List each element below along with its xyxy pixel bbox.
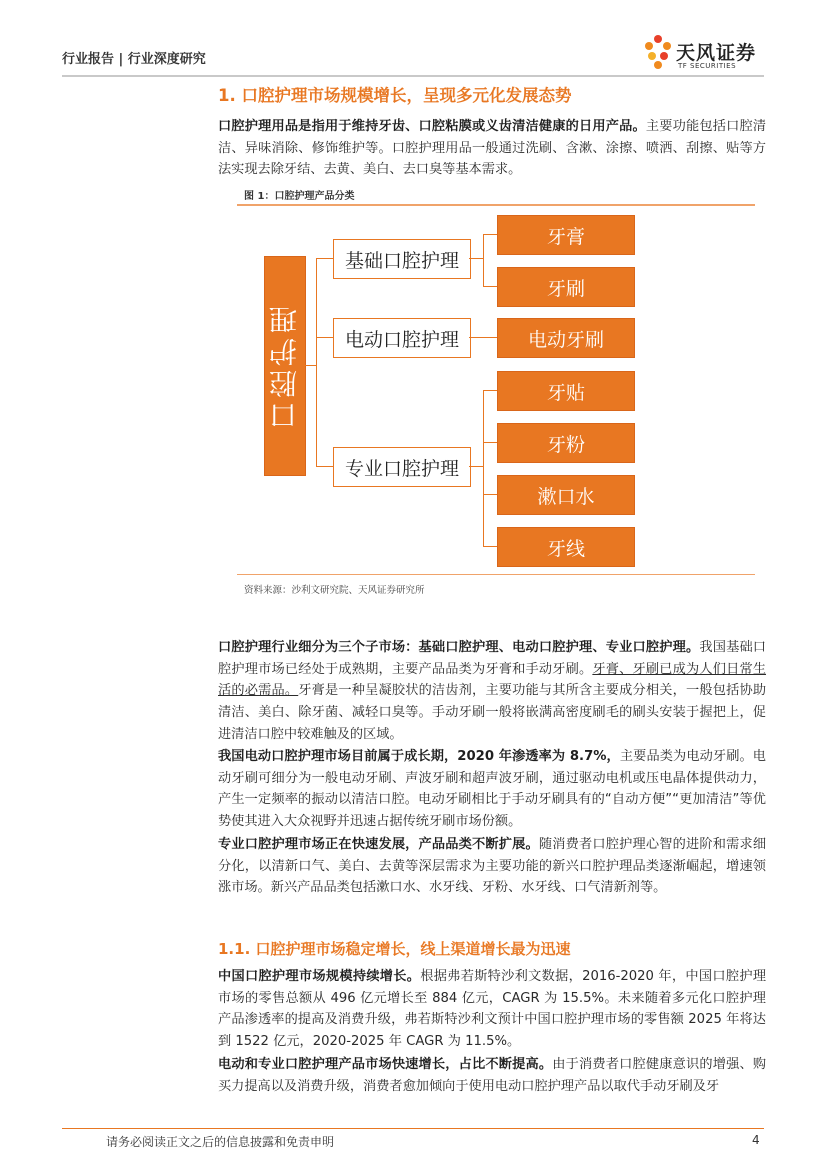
connector-line [304, 365, 316, 366]
report-type-label: 行业报告 | 行业深度研究 [62, 52, 206, 67]
section-title: 1. 口腔护理市场规模增长，呈现多元化发展态势 [218, 86, 572, 105]
intro-paragraph [218, 116, 766, 181]
connector-line [469, 466, 483, 467]
professional-paragraph [218, 834, 766, 899]
segment-text-b: 牙膏是一种呈凝胶状的洁齿剂，主要功能与其所含主要成分相关，一般包括协助清洁、美白、除牙菌、减轻口臭等。手动牙刷一般将嵌满高密度刷毛的刷头安装于握把上，促进清洁口腔中较难触及的区域。 [218, 683, 767, 742]
item-toothbrush: 牙刷 [497, 267, 635, 307]
connector-line [483, 442, 497, 443]
market-size-text: 根据弗若斯特沙利文数据，2016-2020 年，中国口腔护理市场的零售总额从 496 亿元增长至 884 亿元，CAGR 为 15.5%。未来随着多元化口腔护理产品渗透率的提高及消费升级，弗若斯特沙利文预计中国口腔护理市场的零售额 2025 年将达到 1522 亿元，2020-2025 年 CAGR 为 11.5%。 [218, 969, 767, 1050]
connector-line [483, 390, 484, 547]
professional-bold: 专业口腔护理市场正在快速发展，产品品类不断扩展。 [218, 837, 539, 852]
connector-line [483, 390, 497, 391]
footer-divider [62, 1128, 764, 1129]
footer-disclaimer: 请务必阅读正文之后的信息披露和免责申明 [106, 1135, 335, 1149]
item-mouthwash: 漱口水 [497, 475, 635, 515]
tf-logo-icon [642, 34, 674, 74]
connector-line [316, 466, 333, 467]
electric-text: 主要品类为电动牙刷。电动牙刷可细分为一般电动牙刷、声波牙刷和超声波牙刷，通过驱动电机或压电晶体提供动力，产生一定频率的振动以清洁口腔。电动牙刷相比于手动牙刷具有的“自动方便”“更加清洁”等优势使其进入大众视野并迅速占据传统牙刷市场份额。 [218, 749, 766, 830]
logo-text: 天风证券 [676, 42, 757, 64]
connector-line [316, 258, 333, 259]
logo-subtext: TF SECURITIES [678, 62, 737, 70]
page-number: 4 [752, 1133, 760, 1147]
connector-line [469, 337, 497, 338]
market-size-paragraph [218, 966, 766, 1053]
segment-text-a: 我国基础口腔护理市场已经处于成熟期，主要产品品类为牙膏和手动牙刷。 [218, 640, 766, 677]
electric-bold: 我国电动口腔护理市场目前属于成长期，2020 年渗透率为 8.7%， [218, 749, 620, 764]
category-basic: 基础口腔护理 [333, 239, 471, 279]
category-electric: 电动口腔护理 [333, 318, 471, 358]
item-toothpaste: 牙膏 [497, 215, 635, 255]
item-tooth-strip: 牙贴 [497, 371, 635, 411]
intro-bold: 口腔护理用品是指用于维持牙齿、口腔粘膜或义齿清洁健康的日用产品。 [218, 119, 646, 134]
connector-line [483, 234, 497, 235]
growth-paragraph [218, 1054, 766, 1097]
connector-line [483, 546, 497, 547]
subsection-title: 1.1. 口腔护理市场稳定增长，线上渠道增长最为迅速 [218, 940, 571, 958]
connector-line [469, 258, 483, 259]
connector-line [483, 234, 484, 286]
connector-line [316, 337, 333, 338]
diagram-root-node [264, 256, 306, 476]
professional-text: 随消费者口腔护理心智的进阶和需求细分化，以清新口气、美白、去黄等深层需求为主要功能的新兴口腔护理品类逐渐崛起，增速领涨市场。新兴产品品类包括漱口水、水牙线、牙粉、水牙线、口气清新剂等。 [218, 837, 767, 896]
category-professional: 专业口腔护理 [333, 447, 471, 487]
electric-paragraph [218, 746, 766, 833]
intro-text: 主要功能包括口腔清洁、异味消除、修饰维护等。口腔护理用品一般通过洗刷、含漱、涂擦、喷洒、刮擦、贴等方法实现去除牙结、去黄、美白、去口臭等基本需求。 [218, 119, 767, 178]
segment-underline: 牙膏、牙刷已成为人们日常生活的必需品。 [218, 661, 767, 699]
market-size-bold: 中国口腔护理市场规模持续增长。 [218, 969, 421, 984]
segment-bold: 口腔护理行业细分为三个子市场：基础口腔护理、电动口腔护理、专业口腔护理。 [218, 640, 700, 655]
item-floss: 牙线 [497, 527, 635, 567]
connector-line [483, 494, 497, 495]
item-electric-toothbrush: 电动牙刷 [497, 318, 635, 358]
segment-paragraph [218, 637, 766, 746]
growth-bold: 电动和专业口腔护理产品市场快速增长，占比不断提高。 [218, 1057, 553, 1072]
header-divider [62, 75, 764, 77]
diagram-root-label: 口腔护理 [268, 302, 301, 430]
figure-bottom-rule [237, 574, 755, 575]
figure-source: 资料来源：沙利文研究院、天风证券研究所 [244, 585, 425, 596]
growth-text: 由于消费者口腔健康意识的增强、购买力提高以及消费升级，消费者愈加倾向于使用电动口腔护理产品以取代手动牙刷及牙 [218, 1057, 767, 1094]
figure-title: 图 1：口腔护理产品分类 [244, 191, 355, 202]
item-tooth-powder: 牙粉 [497, 423, 635, 463]
figure-top-rule [237, 204, 755, 206]
connector-line [483, 286, 497, 287]
connector-line [316, 258, 317, 467]
